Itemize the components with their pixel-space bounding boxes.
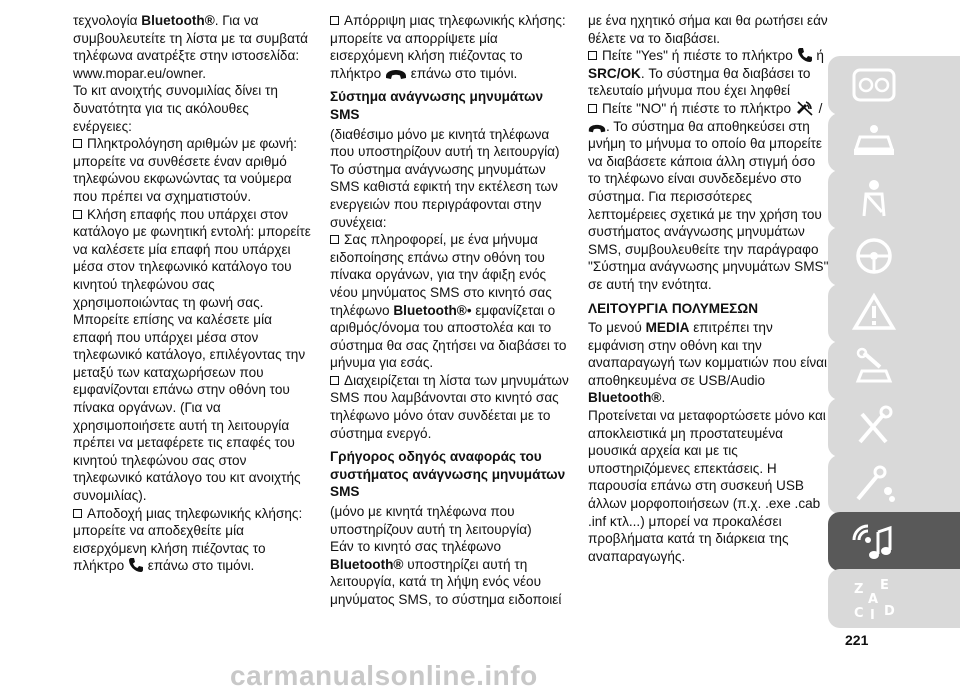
paragraph: Το μενού MEDIA επιτρέπει την εμφάνιση στην οθόνη και την αναπαραγωγή των κομματιών που είναι αποθηκευμένα σε USB/Audio Bluetooth®. (588, 320, 828, 406)
index-letters-icon (850, 575, 898, 621)
paragraph: (μόνο με κινητά τηλέφωνα που υποστηρίζουν αυτή τη λειτουργία) (330, 504, 532, 537)
section-tabs-sidebar (828, 56, 960, 628)
steering-wheel-icon (850, 233, 898, 279)
tab-maintenance[interactable] (828, 398, 960, 457)
wrench-car-icon (850, 347, 898, 393)
paragraph: Το κιτ ανοιχτής συνομιλίας δίνει τη δυνατότητα για τις ακόλουθες ενέργειες: (73, 83, 278, 134)
paragraph: Το σύστημα ανάγνωσης μηνυμάτων SMS καθιστά εφικτή την εκτέλεση των ενεργειών που περιγράφονται στην συνέχεια: (330, 161, 558, 230)
checkbox-bullet-icon (330, 16, 339, 25)
checkbox-bullet-icon (330, 376, 339, 385)
bullet-item: Πείτε "NO" ή πιέστε το πλήκτρο / . Το σύστημα θα αποθηκεύσει στη μνήμη το μήνυμα το οποίο θα μπορείτε να διαβάσετε κάποια άλλη στιγμή όσο το τηλέφωνο είναι συνδεδεμένο στο σύστημα. Για περισσότερες λεπτομέρειες σχετικά με την χρήση του συστήματος ανάγνωσης μηνυμάτων SMS, συμβουλευθείτε την παράγραφο "Σύστημα ανάγνωσης μηνυμάτων SMS" σε αυτή την ενότητα. (588, 100, 829, 292)
phone-hangup-icon (385, 69, 407, 81)
bullet-item: Απόρριψη μιας τηλεφωνικής κλήσης: μπορείτε να απορρίψετε μία εισερχόμενη κλήση πιέζοντας το πλήκτρο επάνω στο τιμόνι. (330, 13, 566, 81)
phone-hangup-icon (588, 124, 606, 134)
index-letter: C (854, 606, 864, 621)
checkbox-bullet-icon (588, 51, 597, 60)
section-heading: ΛΕΙΤΟΥΡΓΙΑ ΠΟΛΥΜΕΣΩΝ (588, 300, 759, 316)
tab-multimedia[interactable] (828, 512, 960, 571)
checkbox-bullet-icon (330, 235, 339, 244)
watermark: carmanualsonline.info (230, 660, 538, 691)
checkbox-bullet-icon (73, 139, 82, 148)
tab-warnings[interactable] (828, 284, 960, 343)
seatbelt-safety-icon (850, 176, 898, 222)
section-heading: Σύστημα ανάγνωσης μηνυμάτων SMS (330, 89, 544, 122)
page-number: 221 (845, 632, 869, 648)
bullet-item: Σας πληροφορεί, με ένα μήνυμα ειδοποίησης επάνω στην οθόνη του πίνακα οργάνων, για την άφιξη ενός νέου μηνύματος SMS στο κινητό σας τηλέφωνο Bluetooth®• εμφανίζεται ο αριθμός/όνομα του αποστολέα και το σύστημα θα σας ζητήσει να διαβάσει το μήνυμα για εσάς. (330, 232, 567, 371)
text-column-2 (330, 12, 570, 609)
paragraph: τεχνολογία Bluetooth®. Για να συμβουλευτείτε τη λίστα με τα συμβατά τηλέφωνα ανατρέξτε στην ιστοσελίδα: www.mopar.eu/owner. (73, 13, 308, 81)
tab-driving[interactable] (828, 227, 960, 286)
tab-emergency[interactable] (828, 341, 960, 400)
mute-voice-icon (795, 100, 815, 116)
checkbox-bullet-icon (588, 104, 597, 113)
bullet-item: Πείτε "Yes" ή πιέστε το πλήκτρο ή SRC/OK. Το σύστημα θα διαβάσει το τελευταίο μήνυμα που έχει ληφθεί (588, 48, 824, 99)
index-letter: E (880, 578, 889, 593)
bluetooth-term: Bluetooth® (141, 13, 215, 28)
dashboard-icon (850, 62, 898, 108)
tab-index[interactable] (828, 569, 960, 628)
section-heading: Γρήγορος οδηγός αναφοράς του συστήματος ανάγνωσης μηνυμάτων SMS (330, 449, 566, 500)
paragraph: Εάν το κινητό σας τηλέφωνο Bluetooth® υποστηρίζει αυτή τη λειτουργία, κατά τη λήψη ενός νέου μηνύματος SMS, το σύστημα ειδοποιεί (330, 539, 562, 607)
index-letter: D (884, 604, 895, 619)
tab-safety[interactable] (828, 170, 960, 229)
bullet-item: Αποδοχή μιας τηλεφωνικής κλήσης: μπορείτε να αποδεχθείτε μία εισερχόμενη κλήση πιέζοντας το πλήκτρο επάνω στο τιμόνι. (73, 505, 303, 574)
bullet-item: Κλήση επαφής που υπάρχει στον κατάλογο με φωνητική εντολή: μπορείτε να καλέσετε μία επαφή που υπάρχει μέσα στον τηλεφωνικό κατάλογο του κινητού τηλεφώνου σας χρησιμοποιώντας τη φωνή σας. Μπορείτε επίσης να καλέσετε μία επαφή που υπάρχει μέσα στον τηλεφωνικό κατάλογο, επιλέγοντας την μεταξύ των καταχωρήσεων που εμφανίζονται επάνω στην οθόνη του πίνακα οργάνων. (Για να χρησιμοποιήσετε αυτή τη λειτουργία πρέπει να μεταφέρετε τις επαφές του κινητού τηλεφώνου σας στον τηλεφωνικό κατάλογο του κιτ ανοιχτής συνομιλίας). (73, 206, 311, 504)
tab-technical-data[interactable] (828, 455, 960, 514)
phone-answer-icon (128, 557, 144, 573)
wrench-drops-icon (850, 461, 898, 507)
text-column-1 (73, 12, 311, 575)
warning-triangle-icon (850, 290, 898, 336)
tools-icon (850, 404, 898, 450)
multimedia-icon (850, 518, 898, 564)
paragraph: (διαθέσιμο μόνο με κινητά τηλέφωνα που υποστηρίζουν αυτή τη λειτουργία) (330, 126, 560, 160)
car-info-icon (850, 119, 898, 165)
text-column-3 (588, 12, 830, 565)
checkbox-bullet-icon (73, 509, 82, 518)
checkbox-bullet-icon (73, 210, 82, 219)
tab-car-info[interactable] (828, 113, 960, 172)
bullet-item: Πληκτρολόγηση αριθμών με φωνή: μπορείτε να συνθέσετε έναν αριθμό τηλεφώνου εκφωνώντας τα νούμερα που πρέπει να σχηματιστούν. (73, 136, 298, 204)
index-letter: A (868, 592, 879, 607)
bullet-item: Διαχειρίζεται τη λίστα των μηνυμάτων SMS που λαμβάνονται στο κινητό σας τηλέφωνο μόνο όταν συνδέεται με το σύστημα ενεργό. (330, 372, 569, 441)
index-letter: Z (854, 582, 864, 597)
tab-dashboard[interactable] (828, 56, 960, 115)
paragraph: Προτείνεται να μεταφορτώσετε μόνο και αποκλειστικά μη προστατευμένα μουσικά αρχεία και με τις υποστηριζόμενες επεκτάσεις. Η παρουσία επάνω στη συσκευή USB άλλων μορφοποιήσεων (π.χ. .exe .cab .inf κτλ...) μπορεί να προκαλέσει προβλήματα κατά τη διάρκεια της αναπαραγωγής. (588, 408, 826, 564)
phone-answer-icon (797, 47, 813, 63)
index-letter: I (870, 608, 875, 621)
paragraph: με ένα ηχητικό σήμα και θα ρωτήσει εάν θέλετε να το διαβάσει. (588, 13, 828, 46)
